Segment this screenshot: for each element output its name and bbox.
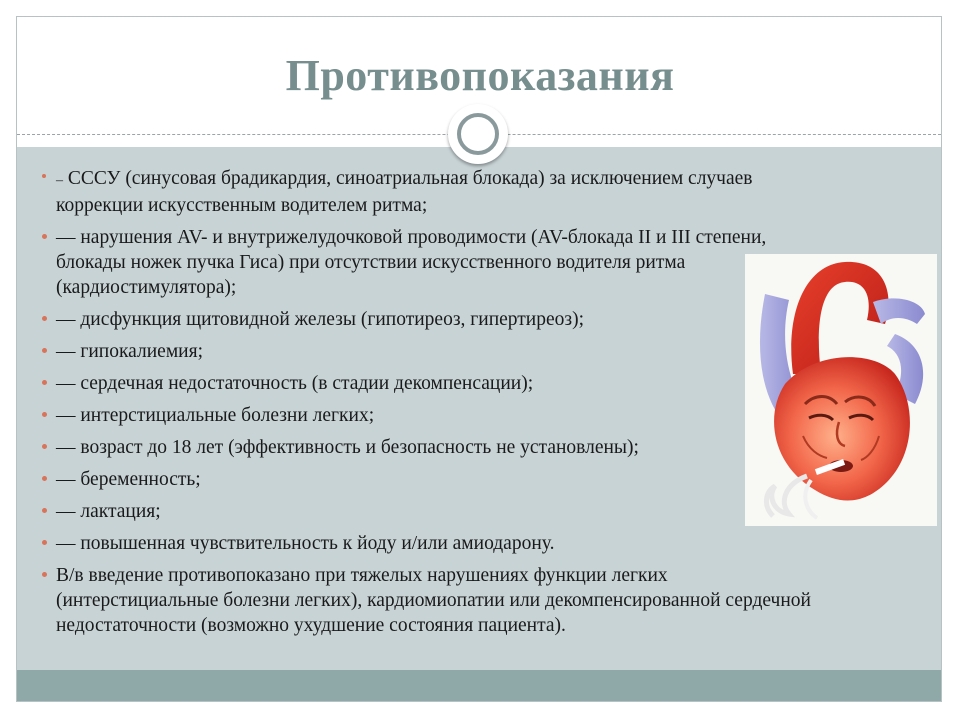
bullet-text: — дисфункция щитовидной железы (гипотиреоз, гипертиреоз); (56, 309, 585, 330)
list-item (42, 435, 822, 460)
bottom-bar (17, 670, 941, 701)
list-item (42, 531, 822, 556)
list-item (42, 563, 822, 638)
bullet-dot-icon (42, 540, 47, 545)
bullet-dot-icon (42, 380, 47, 385)
bullet-lead: – (56, 173, 63, 188)
bullet-dot-icon (42, 572, 47, 577)
list-item (42, 467, 822, 492)
bullet-dot-icon (42, 316, 47, 321)
list-item (42, 403, 822, 428)
bullet-dot-icon (42, 234, 47, 239)
circle-ornament-icon (448, 104, 508, 164)
bullet-text: В/в введение противопоказано при тяжелых нарушениях функции легких (интерстициальные болезни легких), кардиомиопатии или декомпенсированной сердечной недостаточности (возможно ухудшение состояния пациента). (56, 565, 811, 636)
bullet-text: — лактация; (56, 501, 161, 522)
bullet-dot-icon (42, 476, 47, 481)
bullet-text: — нарушения AV- и внутрижелудочковой проводимости (AV-блокада II и III степени, блокады ножек пучка Гиса) при отсутствии искусственного водителя ритма (кардиостимулятора); (56, 227, 767, 298)
sick-heart-illustration (745, 254, 937, 526)
bullet-dot-icon (42, 444, 47, 449)
bullet-dot-icon (42, 508, 47, 513)
bullet-text: — гипокалиемия; (56, 341, 203, 362)
list-item (42, 499, 822, 524)
bullet-text: — беременность; (56, 469, 201, 490)
bullet-dot-icon (42, 412, 47, 417)
bullet-text: — интерстициальные болезни легких; (56, 405, 375, 426)
bullet-list (42, 166, 822, 645)
bullet-dot-icon (42, 174, 46, 178)
list-item (42, 339, 822, 364)
bullet-text: СССУ (синусовая брадикардия, синоатриальная блокада) за исключением случаев коррекции искусственным водителем ритма; (56, 168, 753, 216)
bullet-text: — возраст до 18 лет (эффективность и безопасность не установлены); (56, 437, 639, 458)
list-item (42, 225, 822, 300)
list-item (42, 166, 822, 218)
slide-title: Противопоказания (285, 51, 675, 100)
list-item (42, 307, 822, 332)
bullet-text: — сердечная недостаточность (в стадии декомпенсации); (56, 373, 534, 394)
bullet-dot-icon (42, 348, 47, 353)
list-item (42, 371, 822, 396)
bullet-text: — повышенная чувствительность к йоду и/или амиодарону. (56, 533, 555, 554)
